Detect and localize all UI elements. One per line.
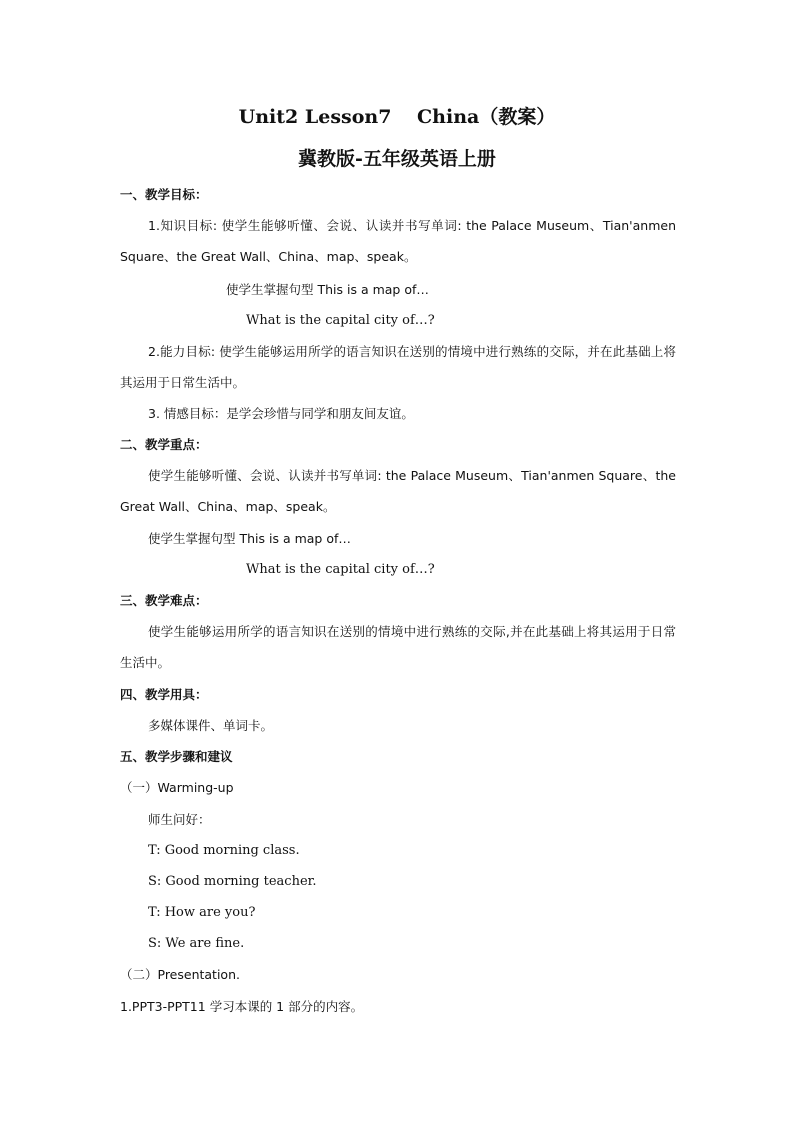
section-heading-steps: 五、教学步骤和建议 (120, 749, 233, 764)
objective-sentence-2: What is the capital city of…? (246, 313, 435, 328)
dialogue-line-1: T: Good morning class. (148, 843, 300, 858)
document-subtitle: 冀教版-五年级英语上册 (298, 148, 496, 170)
key-points-sentence-1: 使学生掌握句型 This is a map of… (148, 531, 351, 546)
objective-sentence-1: 使学生掌握句型 This is a map of… (226, 282, 429, 297)
document-title: Unit2 Lesson7 China（教案） (238, 106, 556, 128)
section-heading-objectives: 一、教学目标： (120, 187, 208, 202)
step-presentation: （二）Presentation. (120, 967, 240, 982)
key-points-paragraph: 使学生能够听懂、会说、认读并书写单词: the Palace Museum、Tian'anmen Square、the Great Wall、China、map、speak。 (120, 468, 676, 514)
section-heading-materials: 四、教学用具： (120, 687, 208, 702)
step-warming-up: （一）Warming-up (120, 780, 234, 795)
presentation-ppt-step: 1.PPT3-PPT11 学习本课的 1 部分的内容。 (120, 999, 364, 1014)
section-heading-key-points: 二、教学重点： (120, 437, 208, 452)
dialogue-line-4: S: We are fine. (148, 936, 245, 951)
dialogue-line-2: S: Good morning teacher. (148, 874, 317, 889)
objective-knowledge: 1.知识目标: 使学生能够听懂、会说、认读并书写单词: the Palace Museum、Tian'anmen Square、the Great Wall、China、map、speak。 (120, 218, 676, 264)
objective-ability: 2.能力目标: 使学生能够运用所学的语言知识在送别的情境中进行熟练的交际，并在此基础上将其运用于日常生活中。 (120, 344, 676, 390)
difficulties-paragraph: 使学生能够运用所学的语言知识在送别的情境中进行熟练的交际,并在此基础上将其运用于日常生活中。 (120, 624, 676, 670)
materials-paragraph: 多媒体课件、单词卡。 (148, 718, 274, 733)
greeting-label: 师生问好： (148, 812, 211, 827)
dialogue-line-3: T: How are you? (148, 905, 256, 920)
objective-emotion: 3. 情感目标：是学会珍惜与同学和朋友间友谊。 (148, 406, 414, 421)
key-points-sentence-2: What is the capital city of…? (246, 562, 435, 577)
section-heading-difficulties: 三、教学难点： (120, 593, 208, 608)
